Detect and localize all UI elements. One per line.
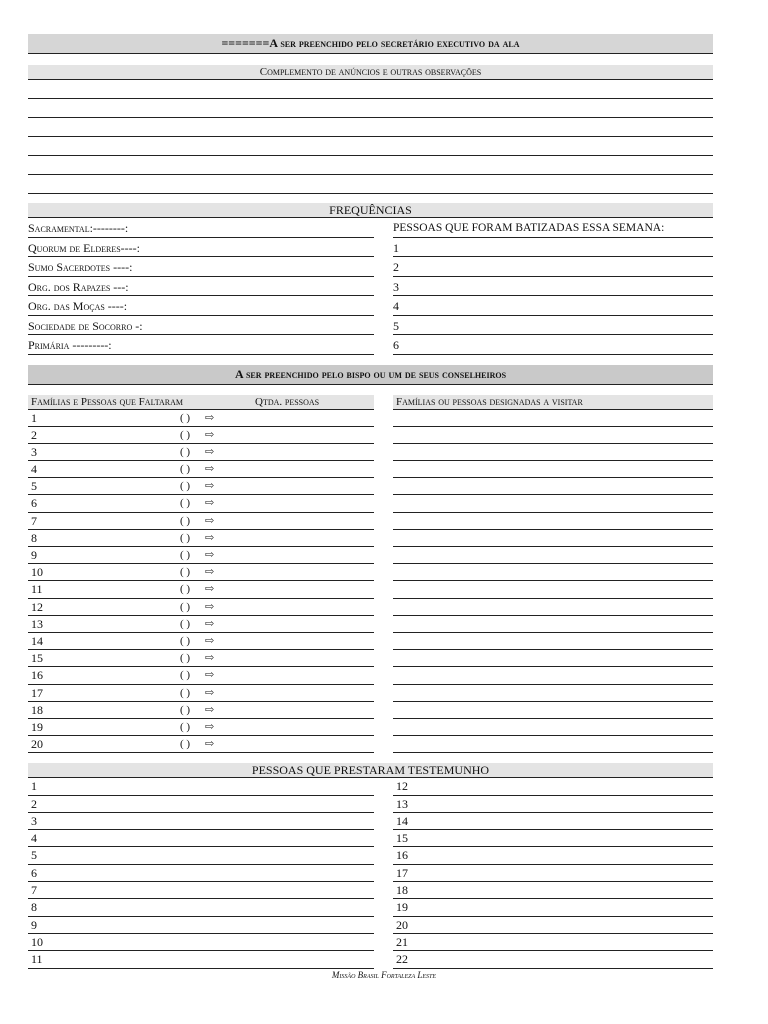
row-number: 8	[31, 530, 37, 545]
arrow-right-icon: ⇨	[205, 531, 215, 544]
testimony-line[interactable]: 12	[393, 778, 713, 795]
executive-secretary-header: =======A ser preenchido pelo secretário executivo da ala	[28, 34, 713, 54]
missing-row[interactable]	[28, 667, 374, 684]
testimony-line[interactable]: 21	[393, 934, 713, 951]
testimony-line[interactable]: 15	[393, 830, 713, 847]
visit-line[interactable]	[393, 564, 713, 581]
missing-row[interactable]	[28, 513, 374, 530]
arrow-right-icon: ⇨	[205, 549, 215, 561]
missing-header: Famílias e Pessoas que Faltaram	[31, 395, 183, 408]
write-line[interactable]	[28, 118, 713, 137]
quantity-box[interactable]: ( )	[180, 566, 191, 579]
visit-line[interactable]	[393, 478, 713, 495]
row-number: 7	[31, 513, 37, 528]
visit-list	[393, 395, 713, 754]
bishop-header: A ser preenchido pelo bispo ou um de seus conselheiros	[28, 365, 713, 385]
row-number: 13	[31, 616, 43, 631]
testimony-line[interactable]: 7	[28, 882, 374, 899]
attendance-item[interactable]: Primária ---------:	[28, 335, 374, 355]
missing-row[interactable]	[28, 633, 374, 650]
testimony-line[interactable]: 13	[393, 796, 713, 813]
write-line[interactable]	[28, 80, 713, 99]
write-line[interactable]	[28, 175, 713, 194]
attendance-item[interactable]: Sociedade de Socorro -:	[28, 316, 374, 336]
testimony-line[interactable]: 18	[393, 882, 713, 899]
missing-row[interactable]	[28, 444, 374, 461]
quantity-box[interactable]: ( )	[180, 703, 191, 716]
visit-line[interactable]	[393, 495, 713, 512]
announcements-title: Complemento de anúncios e outras observações	[28, 65, 713, 80]
arrow-right-icon: ⇨	[205, 669, 215, 682]
testimony-line[interactable]: 20	[393, 917, 713, 934]
missing-row[interactable]	[28, 410, 374, 427]
quantity-box[interactable]: ( )	[180, 600, 191, 613]
announcements-lines	[28, 80, 713, 194]
quantity-box[interactable]: ( )	[180, 463, 191, 476]
arrow-right-icon: ⇨	[205, 634, 215, 647]
attendance-title: FREQUÊNCIAS	[28, 203, 713, 218]
row-number: 12	[31, 599, 43, 614]
attendance-item[interactable]: Org. das Moças ----:	[28, 296, 374, 316]
quantity-box[interactable]: ( )	[180, 652, 191, 665]
form-sheet	[28, 34, 713, 969]
testimony-line[interactable]: 9	[28, 917, 374, 934]
visit-line[interactable]	[393, 427, 713, 444]
testimony-line[interactable]: 14	[393, 813, 713, 830]
visit-line[interactable]	[393, 685, 713, 702]
testimony-line[interactable]: 8	[28, 899, 374, 916]
visit-header-row	[393, 395, 713, 410]
attendance-item[interactable]: Sumo Sacerdotes ----:	[28, 257, 374, 277]
visit-rows	[393, 410, 713, 754]
missing-rows	[28, 410, 374, 754]
row-number: 14	[31, 633, 43, 648]
visit-line[interactable]	[393, 736, 713, 753]
arrow-right-icon: ⇨	[205, 652, 215, 665]
arrow-right-icon: ⇨	[205, 738, 215, 751]
testimony-line[interactable]: 22	[393, 951, 713, 968]
missing-row[interactable]	[28, 599, 374, 616]
missing-visit-section	[28, 395, 713, 754]
baptized-list	[393, 218, 713, 355]
footer-mission-name: Missão Brasil Fortaleza Leste	[331, 970, 437, 980]
row-number: 6	[31, 496, 37, 511]
arrow-right-icon: ⇨	[205, 600, 215, 613]
quantity-box[interactable]: ( )	[180, 514, 191, 527]
visit-line[interactable]	[393, 616, 713, 633]
missing-row[interactable]	[28, 702, 374, 719]
write-line[interactable]	[28, 137, 713, 156]
row-number: 1	[31, 410, 37, 425]
testimony-line[interactable]: 19	[393, 899, 713, 916]
row-number: 9	[31, 548, 37, 562]
attendance-list	[28, 218, 374, 355]
arrow-right-icon: ⇨	[205, 497, 215, 510]
arrow-right-icon: ⇨	[205, 703, 215, 716]
missing-row[interactable]	[28, 736, 374, 753]
visit-line[interactable]	[393, 667, 713, 684]
visit-line[interactable]	[393, 547, 713, 564]
missing-row[interactable]	[28, 719, 374, 736]
write-line[interactable]	[28, 156, 713, 175]
row-number: 11	[31, 582, 43, 597]
quantity-box[interactable]: ( )	[180, 634, 191, 647]
visit-line[interactable]	[393, 444, 713, 461]
baptized-line[interactable]: 5	[393, 316, 713, 336]
quantity-box[interactable]: ( )	[180, 669, 191, 682]
missing-row[interactable]	[28, 530, 374, 547]
write-line[interactable]	[28, 99, 713, 118]
arrow-right-icon: ⇨	[205, 566, 215, 579]
baptized-line[interactable]: 2	[393, 257, 713, 277]
row-number: 4	[31, 462, 37, 477]
baptized-line[interactable]: 6	[393, 335, 713, 355]
arrow-right-icon: ⇨	[205, 480, 215, 493]
baptized-line[interactable]: 4	[393, 296, 713, 316]
quantity-header: Qtda. pessoas	[255, 395, 320, 408]
visit-line[interactable]	[393, 581, 713, 598]
missing-row[interactable]	[28, 461, 374, 478]
missing-row[interactable]	[28, 685, 374, 702]
testimony-line[interactable]: 1	[28, 778, 374, 795]
row-number: 5	[31, 479, 37, 494]
visit-line[interactable]	[393, 599, 713, 616]
quantity-box[interactable]: ( )	[180, 686, 191, 699]
missing-header-row	[28, 395, 374, 410]
arrow-right-icon: ⇨	[205, 686, 215, 699]
baptized-line[interactable]: 1	[393, 238, 713, 258]
testimony-line[interactable]: 3	[28, 813, 374, 830]
missing-row[interactable]	[28, 427, 374, 444]
testimony-line[interactable]: 4	[28, 830, 374, 847]
testimony-right-list	[393, 778, 713, 968]
missing-list	[28, 395, 374, 754]
testimony-title: PESSOAS QUE PRESTARAM TESTEMUNHO	[28, 763, 713, 778]
visit-line[interactable]	[393, 513, 713, 530]
arrow-right-icon: ⇨	[205, 445, 215, 458]
testimony-line[interactable]: 6	[28, 865, 374, 882]
testimony-line[interactable]: 2	[28, 796, 374, 813]
baptized-title: PESSOAS QUE FORAM BATIZADAS ESSA SEMANA:	[393, 218, 713, 238]
testimony-line[interactable]: 16	[393, 847, 713, 864]
testimony-line[interactable]: 17	[393, 865, 713, 882]
missing-row[interactable]	[28, 616, 374, 633]
missing-row[interactable]	[28, 547, 374, 564]
arrow-right-icon: ⇨	[205, 514, 215, 527]
missing-row[interactable]	[28, 650, 374, 667]
visit-line[interactable]	[393, 461, 713, 478]
quantity-box[interactable]: ( )	[180, 411, 191, 424]
row-number: 15	[31, 651, 43, 666]
visit-line[interactable]	[393, 650, 713, 667]
missing-row[interactable]	[28, 581, 374, 598]
missing-row[interactable]	[28, 495, 374, 512]
attendance-item[interactable]: Quorum de Elderes----:	[28, 238, 374, 258]
quantity-box[interactable]: ( )	[180, 445, 191, 458]
arrow-right-icon: ⇨	[205, 411, 215, 424]
quantity-box[interactable]: ( )	[180, 480, 191, 493]
quantity-box[interactable]: ( )	[180, 617, 191, 630]
testimony-section	[28, 778, 713, 968]
visit-header: Famílias ou pessoas designadas a visitar	[396, 395, 583, 408]
visit-line[interactable]	[393, 410, 713, 427]
arrow-right-icon: ⇨	[205, 583, 215, 596]
attendance-item[interactable]: Sacramental:--------:	[28, 218, 374, 238]
missing-row[interactable]	[28, 478, 374, 495]
row-number: 16	[31, 668, 43, 683]
missing-row[interactable]	[28, 564, 374, 581]
attendance-section	[28, 218, 713, 355]
baptized-line[interactable]: 3	[393, 277, 713, 297]
testimony-line[interactable]: 10	[28, 934, 374, 951]
quantity-box[interactable]: ( )	[180, 428, 191, 441]
testimony-left-list	[28, 778, 374, 968]
row-number: 17	[31, 685, 43, 700]
quantity-box[interactable]: ( )	[180, 549, 191, 561]
arrow-right-icon: ⇨	[205, 428, 215, 441]
arrow-right-icon: ⇨	[205, 720, 215, 733]
row-number: 2	[31, 427, 37, 442]
testimony-line[interactable]: 5	[28, 847, 374, 864]
row-number: 18	[31, 702, 43, 717]
arrow-right-icon: ⇨	[205, 617, 215, 630]
attendance-item[interactable]: Org. dos Rapazes ---:	[28, 277, 374, 297]
visit-line[interactable]	[393, 633, 713, 650]
row-number: 10	[31, 565, 43, 580]
quantity-box[interactable]: ( )	[180, 720, 191, 733]
testimony-line[interactable]: 11	[28, 951, 374, 968]
row-number: 19	[31, 719, 43, 734]
quantity-box[interactable]: ( )	[180, 583, 191, 596]
visit-line[interactable]	[393, 530, 713, 547]
quantity-box[interactable]: ( )	[180, 531, 191, 544]
visit-line[interactable]	[393, 719, 713, 736]
row-number: 3	[31, 444, 37, 459]
visit-line[interactable]	[393, 702, 713, 719]
row-number: 20	[31, 737, 43, 752]
arrow-right-icon: ⇨	[205, 463, 215, 476]
quantity-box[interactable]: ( )	[180, 497, 191, 510]
quantity-box[interactable]: ( )	[180, 738, 191, 751]
